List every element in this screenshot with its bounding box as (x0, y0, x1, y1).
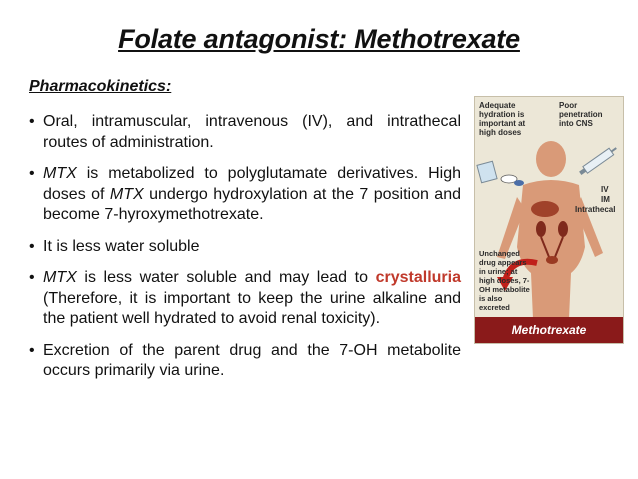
route-iv-label: IV (601, 185, 609, 194)
poor-penetration-label: Poor penetration into CNS (559, 101, 603, 128)
route-intrathecal-label: Intrathecal (575, 205, 616, 214)
bullet-item: • MTX is less water soluble and may lead to crystalluria (Therefore, it is important to keep the urine alkaline and the patient well hydrated to avoid renal toxicity). (29, 269, 461, 327)
bullet-item: • Excretion of the parent drug and the 7-OH metabolite occurs primarily via urine. (29, 341, 461, 379)
page-title: Folate antagonist: Methotrexate (118, 24, 520, 54)
hydration-label: Adequate hydration is important at high doses (479, 101, 526, 137)
figure-caption-bar: Methotrexate (475, 317, 623, 343)
bullet-dot-icon: • (29, 165, 35, 182)
section-heading: Pharmacokinetics: (29, 78, 172, 95)
bullet-dot-icon: • (29, 113, 35, 130)
bullet-dot-icon: • (29, 269, 35, 286)
bullet-list (29, 112, 461, 393)
bullet-item: • It is less water soluble (29, 237, 461, 258)
highlight-term: crystalluria (375, 269, 461, 286)
bullet-item: • Oral, intramuscular, intravenous (IV), and intrathecal routes of administration. (29, 113, 461, 151)
bullet-dot-icon: • (29, 237, 35, 255)
route-im-label: IM (601, 195, 610, 204)
methotrexate-figure (474, 96, 624, 344)
unchanged-drug-label: Unchanged drug appears in urine; at high doses, 7-OH metabolite is also excreted (479, 249, 530, 312)
bullet-item: • MTX is metabolized to polyglutamate derivatives. High doses of MTX undergo hydroxylation at the 7 position and become 7-hyroxymethotrexate. (29, 165, 462, 223)
bullet-dot-icon: • (29, 341, 35, 359)
